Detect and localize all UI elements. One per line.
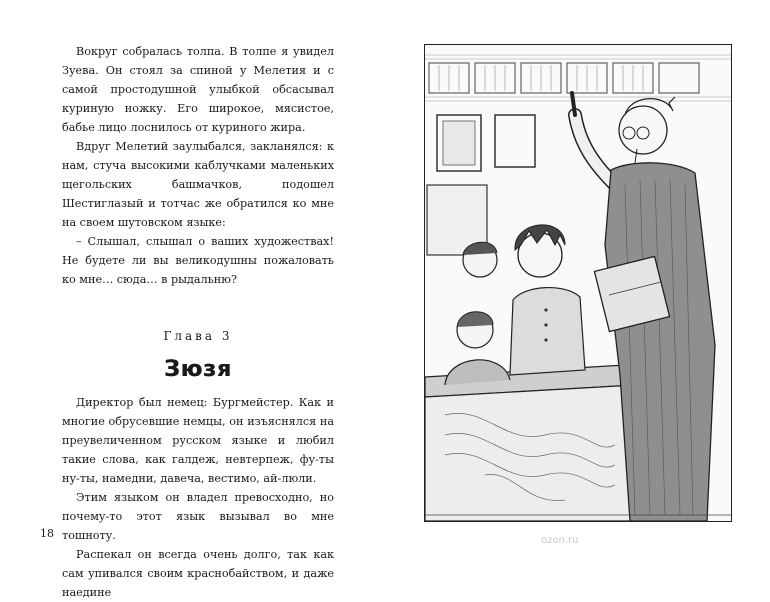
page-number: 18 — [40, 527, 54, 540]
chapter-title: Зюзя — [164, 357, 232, 382]
illustration-director-scolding-students — [424, 44, 732, 522]
left-page-text — [62, 42, 334, 602]
watermark: ozon.ru — [541, 535, 579, 546]
chapter-number: Глава 3 — [163, 329, 233, 343]
paragraph: Распекал он всегда очень долго, так как сам упивался своим краснобайством, и даже наедине — [62, 548, 334, 599]
paragraph: Вдруг Мелетий заулыбался, закланялся: к нам, стуча высокими каблучками маленьких щегольских башмачков, подошел Шестиглазый и тотчас же обратился ко мне на своем шутовском языке: — [62, 140, 334, 229]
paragraph: Вокруг собралась толпа. В толпе я увидел Зуева. Он стоял за спиной у Мелетия и с самой простодушной улыбкой обсасывал куриную ножку. Его широкое, мясистое, бабье лицо лоснилось от куриного жира. — [62, 45, 334, 134]
paragraph: Директор был немец: Бургмейстер. Как и многие обрусевшие немцы, он изъяснялся на преувеличенном русском языке и любил такие слова, как галдеж, невтерпеж, фу-ты ну-ты, намедни, давеча, вестимо, ай-люли. — [62, 396, 334, 485]
paragraph: Этим языком он владел превосходно, но почему-то этот язык вызывал во мне тошноту. — [62, 491, 334, 542]
paragraph: – Слышал, слышал о ваших художествах! Не будете ли вы великодушны пожаловать ко мне… сюда… в рыдальню? — [62, 235, 334, 286]
